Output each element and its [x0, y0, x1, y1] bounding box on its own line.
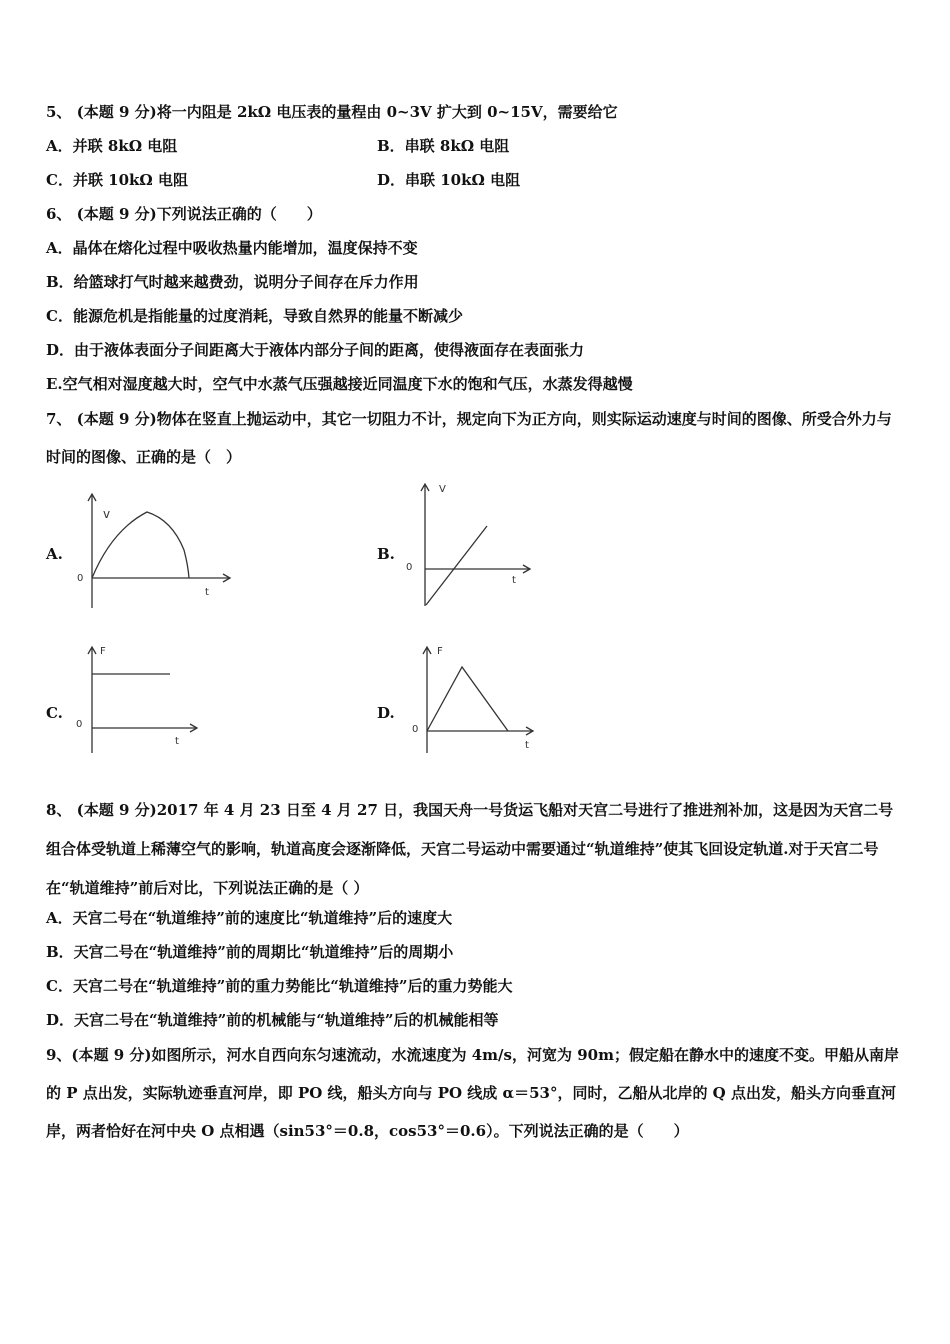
- q6-option-a[interactable]: A．晶体在熔化过程中吸收热量内能增加，温度保持不变: [46, 239, 418, 257]
- graph-a-curve: [92, 512, 189, 578]
- graph-c-x-label: t: [175, 736, 179, 747]
- q8-option-b[interactable]: B．天宫二号在“轨道维持”前的周期比“轨道维持”后的周期小: [46, 943, 454, 961]
- q8-option-a[interactable]: A．天宫二号在“轨道维持”前的速度比“轨道维持”后的速度大: [46, 909, 453, 927]
- q8-option-c[interactable]: C．天宫二号在“轨道维持”前的重力势能比“轨道维持”后的重力势能大: [46, 977, 513, 995]
- q7-stem: 7、 (本题 9 分)物体在竖直上抛运动中，其它一切阻力不计，规定向下为正方向，则实际运动速度与时间的图像、所受合外力与时间的图像、正确的是（ ）: [46, 410, 892, 466]
- q7-option-a[interactable]: A.: [46, 545, 63, 563]
- q7-option-b[interactable]: B.: [377, 545, 395, 563]
- q5-option-b[interactable]: B．串联 8kΩ 电阻: [377, 137, 510, 155]
- graph-d-triangle: [427, 667, 508, 731]
- q7-option-d[interactable]: D.: [377, 704, 395, 722]
- q5-option-a[interactable]: A．并联 8kΩ 电阻: [46, 137, 178, 155]
- graph-d-y-label: F: [437, 646, 443, 657]
- graph-d-origin: 0: [412, 724, 419, 735]
- q5-option-c[interactable]: C．并联 10kΩ 电阻: [46, 171, 189, 189]
- graph-c-y-label: F: [100, 646, 106, 657]
- graph-b-line: [426, 526, 487, 605]
- q6-option-d[interactable]: D．由于液体表面分子间距离大于液体内部分子间的距离，使得液面存在表面张力: [46, 341, 585, 359]
- graph-a-y-label: v: [103, 507, 111, 521]
- q8-option-d[interactable]: D．天宫二号在“轨道维持”前的机械能与“轨道维持”后的机械能相等: [46, 1011, 499, 1029]
- q6-stem: 6、 (本题 9 分)下列说法正确的（ ）: [46, 205, 322, 223]
- q7-graph-a: [72, 490, 237, 615]
- q6-option-e[interactable]: E.空气相对湿度越大时，空气中水蒸气压强越接近同温度下水的饱和气压，水蒸发得越慢: [46, 375, 633, 393]
- graph-c-origin: 0: [76, 719, 83, 730]
- q6-option-b[interactable]: B．给篮球打气时越来越费劲，说明分子间存在斥力作用: [46, 273, 419, 291]
- graph-b-y-label: V: [439, 484, 446, 495]
- q6-option-c[interactable]: C．能源危机是指能量的过度消耗，导致自然界的能量不断减少: [46, 307, 463, 325]
- graph-b-x-label: t: [512, 575, 516, 586]
- q7-graph-d: [405, 643, 540, 758]
- q7-graph-c: [72, 643, 202, 758]
- graph-d-x-label: t: [525, 740, 529, 751]
- graph-a-x-label: t: [205, 587, 209, 598]
- q8-stem: 8、 (本题 9 分)2017 年 4 月 23 日至 4 月 27 日，我国天舟一号货运飞船对天宫二号进行了推进剂补加，这是因为天宫二号组合体受轨道上稀薄空气的影响，轨道高度会逐渐降低，天宫二号运动中需要通过“轨道维持”使其飞回设定轨道.对于天宫二号在“轨道维持”前后对比，下列说法正确的是（ ）: [46, 801, 894, 897]
- q5-option-d[interactable]: D．串联 10kΩ 电阻: [377, 171, 521, 189]
- graph-b-origin: 0: [406, 562, 413, 573]
- q5-stem: 5、 (本题 9 分)将一内阻是 2kΩ 电压表的量程由 0~3V 扩大到 0~15V，需要给它: [46, 103, 618, 121]
- q9-stem: 9、(本题 9 分)如图所示，河水自西向东匀速流动，水流速度为 4m/s，河宽为 90m；假定船在静水中的速度不变。甲船从南岸的 P 点出发，实际轨迹垂直河岸，即 PO 线，船头方向与 PO 线成 α＝53°，同时，乙船从北岸的 Q 点出发，船头方向垂直河岸，两者恰好在河中央 O 点相遇（sin53°＝0.8，cos53°＝0.6）。下列说法正确的是（ ）: [46, 1046, 899, 1140]
- graph-a-origin: 0: [77, 573, 84, 584]
- q7-option-c[interactable]: C.: [46, 704, 63, 722]
- q7-graph-b: [400, 480, 540, 610]
